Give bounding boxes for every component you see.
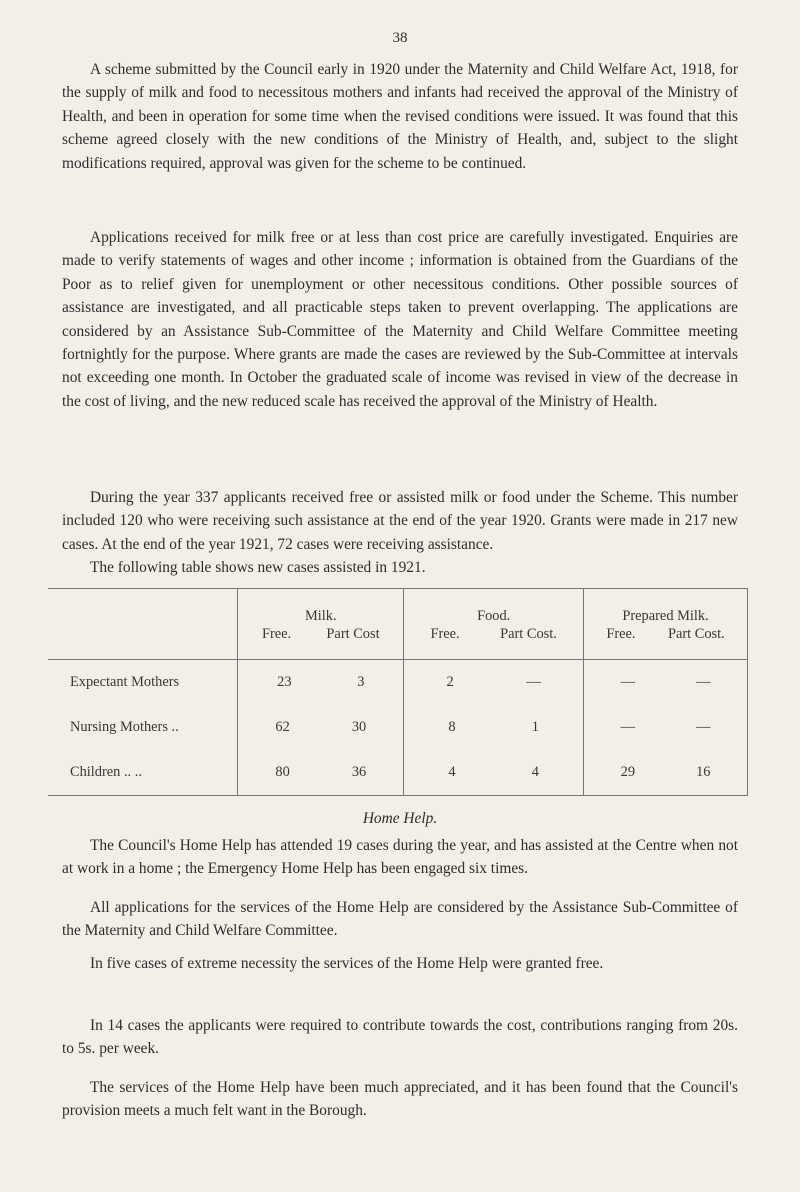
prepared-free-header: Free.: [606, 625, 636, 642]
milk-title: Milk.: [305, 607, 337, 624]
cell: 4: [531, 764, 539, 780]
paragraph-home-help-free: In five cases of extreme necessity the services of the Home Help were granted free.: [90, 955, 604, 972]
row-label: Expectant Mothers: [70, 674, 180, 690]
food-title: Food.: [477, 607, 511, 624]
paragraph-home-help-contributions: In 14 cases the applicants were required to contribute towards the cost, contributions ranging from 20s. to 5s. per week.: [62, 1017, 738, 1058]
prepared-milk-title: Prepared Milk.: [622, 607, 709, 624]
food-part-header: Part Cost.: [500, 625, 557, 642]
prepared-part-header: Part Cost.: [667, 625, 725, 642]
cell: 2: [446, 674, 454, 690]
food-free-header: Free.: [430, 625, 460, 642]
cell: 1: [531, 719, 539, 735]
cell: —: [620, 719, 636, 735]
row-label: Nursing Mothers ..: [70, 719, 179, 735]
cell: —: [696, 674, 711, 690]
cell: 62: [275, 719, 290, 735]
paragraph-home-help-appreciated: The services of the Home Help have been much appreciated, and it has been found that the Council's provision meets a much felt want in the Borough.: [62, 1079, 738, 1120]
row-label: Children .. ..: [70, 764, 142, 780]
cell: 8: [448, 719, 456, 735]
page-number: 38: [392, 30, 408, 46]
paragraph-scheme: A scheme submitted by the Council early in 1920 under the Maternity and Child Welfare Act, 1918, for the supply of milk and food to necessitous mothers and infants had received the approval of the Ministry of Health, and been in operation for some time when the revised conditions were issued. It was found that this scheme agreed closely with the new conditions of the Ministry of Health, and, subject to the slight modifications required, approval was given for the scheme to be continued.: [62, 61, 738, 172]
paragraph-applications: Applications received for milk free or at less than cost price are carefully investigated. Enquiries are made to verify statements of wages and other income ; information is obtained from the Guardians of the Poor as to relief given for unemployment or other necessitous conditions. Other possible sources of assistance are investigated, and all practicable steps taken to prevent overlapping. The applications are considered by an Assistance Sub-Committee of the Maternity and Child Welfare Committee meeting fortnightly for the purpose. Where grants are made the cases are reviewed by the Sub-Committee at intervals not exceeding one month. In October the graduated scale of income was revised in view of the decrease in the cost of living, and the new reduced scale has received the approval of the Ministry of Health.: [62, 229, 738, 410]
table-row: [48, 750, 748, 796]
table-row: [48, 705, 748, 750]
prepared-milk-header: [584, 589, 748, 660]
cell: 23: [277, 674, 292, 690]
cell: 36: [351, 764, 367, 780]
cell: 4: [448, 764, 456, 780]
corner-cell: [48, 589, 238, 660]
cell: 16: [696, 764, 711, 780]
cell: 29: [620, 764, 636, 780]
milk-part-header: Part Cost: [326, 625, 380, 642]
paragraph-table-intro: The following table shows new cases assisted in 1921.: [90, 559, 426, 576]
cell: 30: [351, 719, 367, 735]
cell: 80: [275, 764, 290, 780]
cell: —: [620, 674, 636, 690]
milk-header: [238, 589, 404, 660]
table-header-row: [48, 589, 748, 660]
section-heading-home-help: Home Help.: [362, 810, 438, 827]
food-header: [404, 589, 584, 660]
table-row: [48, 660, 748, 706]
cell: —: [696, 719, 711, 735]
new-cases-table: [48, 588, 748, 796]
paragraph-home-help-applications: All applications for the services of the Home Help are considered by the Assistance Sub-Committee of the Maternity and Child Welfare Committee.: [62, 899, 738, 940]
cell: —: [526, 674, 541, 690]
cell: 3: [357, 674, 365, 690]
paragraph-applicants: During the year 337 applicants received free or assisted milk or food under the Scheme. This number included 120 who were receiving such assistance at the end of the year 1920. Grants were made in 217 new cases. At the end of the year 1921, 72 cases were receiving assistance.: [62, 489, 738, 553]
milk-free-header: Free.: [261, 625, 292, 642]
paragraph-home-help-attended: The Council's Home Help has attended 19 cases during the year, and has assisted at the Centre when not at work in a home ; the Emergency Home Help has been engaged six times.: [62, 837, 738, 878]
